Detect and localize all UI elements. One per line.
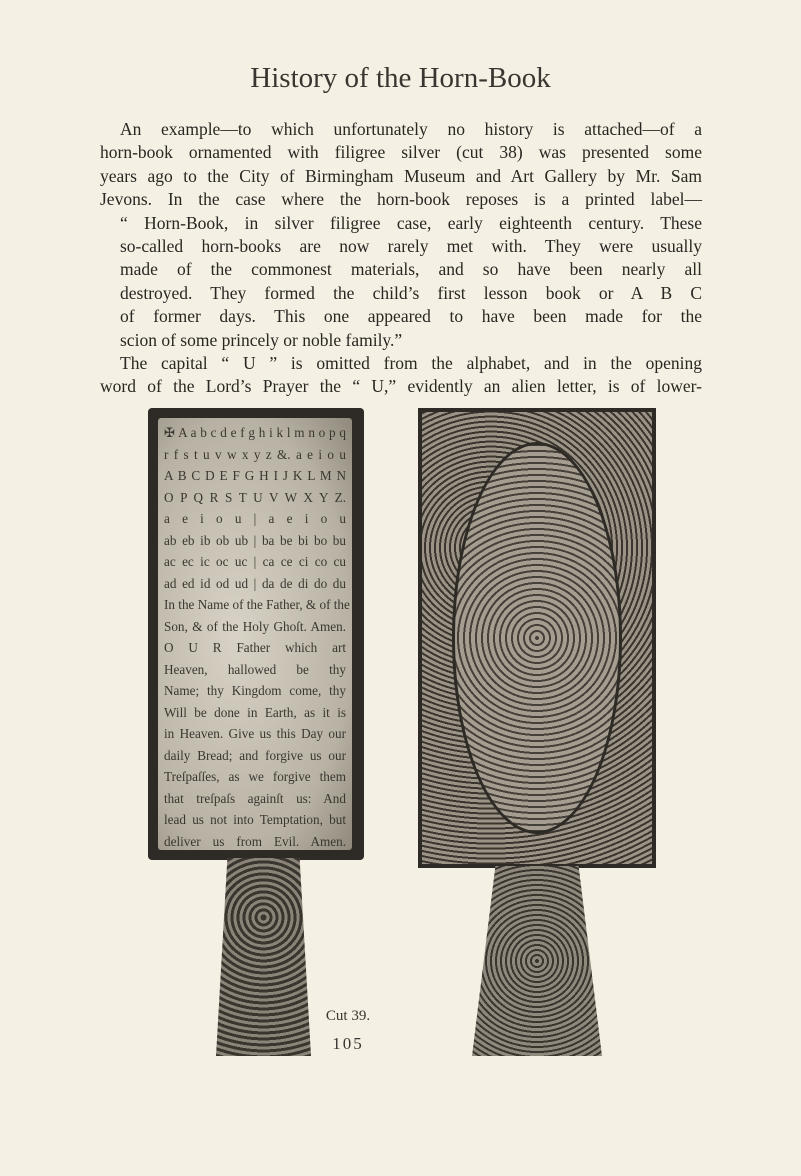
hornbook-line: a e i o u | a e i o u: [164, 511, 346, 526]
hornbook-line: lead us not into Temptation, but: [164, 812, 346, 827]
hornbook-line: r f s t u v w x y z &. a e i o u: [164, 446, 346, 462]
hornbook-front-image: [148, 408, 364, 860]
hornbook-line: In the Name of the Father, & of the: [164, 597, 350, 612]
body-line: “ Horn-Book, in silver filigree case, early eighteenth century. These: [120, 212, 702, 233]
hornbook-line: A B C D E F G H I J K L M N: [164, 468, 346, 483]
body-line: years ago to the City of Birmingham Museum and Art Gallery by Mr. Sam: [100, 165, 702, 186]
hornbook-line: daily Bread; and forgive us our: [164, 747, 346, 763]
hornbook-line: Will be done in Earth, as it is: [164, 704, 346, 720]
hornbook-front-handle: [216, 858, 311, 1056]
body-line: made of the commonest materials, and so have been nearly all: [120, 259, 702, 280]
hornbook-line: in Heaven. Give us this Day our: [164, 726, 346, 741]
body-line: The capital “ U ” is omitted from the alphabet, and in the opening: [120, 353, 702, 374]
body-line: horn-book ornamented with filigree silver (cut 38) was presented some: [100, 142, 702, 163]
body-line: destroyed. They formed the child’s first lesson book or A B C: [120, 282, 702, 303]
figure-caption: Cut 39.: [325, 1008, 371, 1024]
hornbook-line: ad ed id od ud | da de di do du: [164, 575, 346, 591]
hornbook-line: deliver us from Evil. Amen.: [164, 833, 346, 849]
hornbook-line: that treſpaſs againſt us: And: [164, 790, 346, 806]
hornbook-back-filigree-image: [418, 408, 656, 868]
hornbook-line: O P Q R S T U V W X Y Z.: [164, 489, 346, 505]
filigree-medallion: [452, 442, 622, 834]
hornbook-line: Treſpaſſes, as we forgive them: [164, 769, 346, 784]
hornbook-line: ab eb ib ob ub | ba be bi bo bu: [164, 532, 346, 548]
body-line: word of the Lord’s Prayer the “ U,” evidently an alien letter, is of lower-: [100, 376, 702, 397]
page-number: 105: [332, 1034, 364, 1053]
body-line: of former days. This one appeared to have been made for the: [120, 306, 702, 327]
body-line: An example—to which unfortunately no history is attached—of a: [120, 119, 702, 139]
body-line: so-called horn-books are now rarely met with. They were usually: [120, 236, 702, 257]
hornbook-line: ✠ A a b c d e f g h i k l m n o p q: [164, 425, 346, 440]
hornbook-line: Son, & of the Holy Ghoſt. Amen.: [164, 618, 346, 634]
hornbook-line: O U R Father which art: [164, 640, 346, 655]
body-line: scion of some princely or noble family.”: [120, 329, 403, 350]
hornbook-line: ac ec ic oc uc | ca ce ci co cu: [164, 554, 346, 569]
hornbook-line: Heaven, hallowed be thy: [164, 661, 346, 677]
running-title: History of the Horn-Book: [250, 62, 551, 94]
body-line: Jevons. In the case where the horn-book reposes is a printed label—: [100, 189, 702, 210]
hornbook-lesson-sheet: [158, 418, 352, 850]
body-text: [100, 118, 702, 399]
hornbook-back-handle: [472, 866, 602, 1056]
hornbook-line: Name; thy Kingdom come, thy: [164, 683, 346, 698]
